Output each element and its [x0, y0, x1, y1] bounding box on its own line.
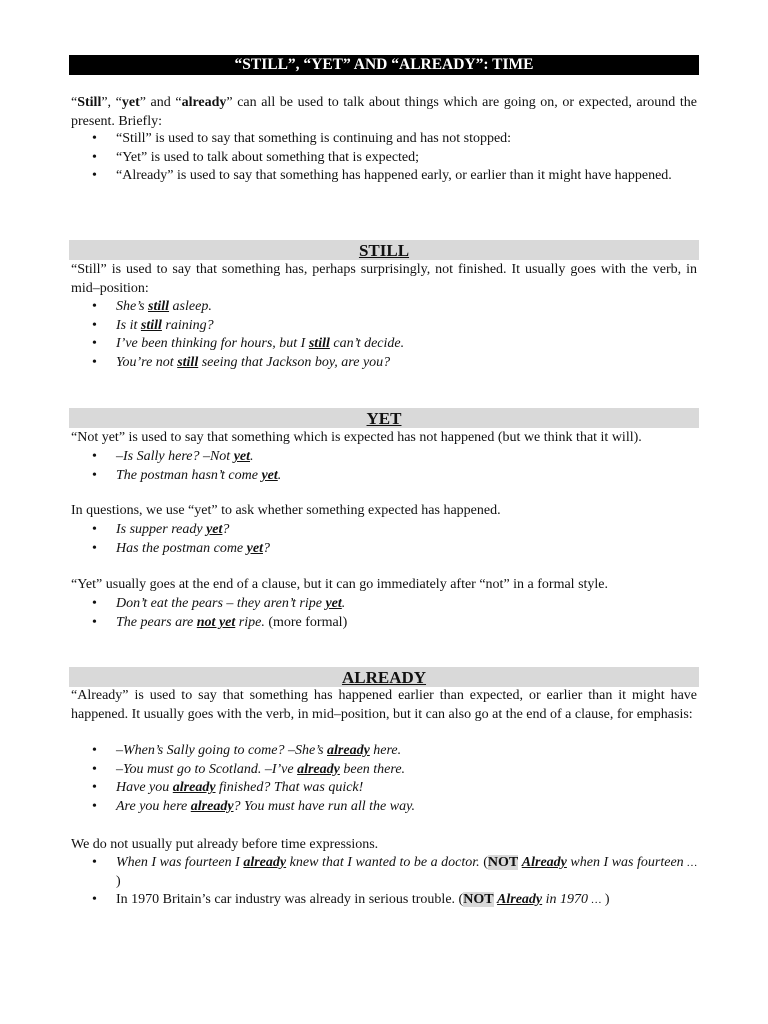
yet-description-3: “Yet” usually goes at the end of a clause, but it can go immediately after “not” in a formal style. — [71, 577, 609, 592]
section-heading-still: STILL — [69, 240, 699, 260]
yet-examples-2 — [71, 521, 697, 558]
yet-description-2: In questions, we use “yet” to ask whether something expected has happened. — [71, 503, 501, 518]
list-item: • In 1970 Britain’s car industry was already in serious trouble. (NOT Already in 1970 … ) — [71, 891, 697, 910]
already-examples-2 — [71, 854, 697, 910]
section-heading-already: ALREADY — [69, 667, 699, 687]
list-item: • –Is Sally here? –Not yet. — [71, 448, 697, 467]
list-item: • “Already” is used to say that something has happened early, or earlier than it might have happened. — [71, 167, 697, 186]
list-item: • She’s still asleep. — [71, 298, 697, 317]
list-item: • Have you already finished? That was quick! — [71, 779, 697, 798]
list-item: • The pears are not yet ripe. (more formal) — [71, 614, 697, 633]
already-description-2: We do not usually put already before time expressions. — [71, 837, 379, 852]
yet-examples-3 — [71, 595, 697, 632]
list-item: • Is it still raining? — [71, 317, 697, 336]
list-item: • Is supper ready yet? — [71, 521, 697, 540]
intro-paragraph: “Still”, “yet” and “already” can all be used to talk about things which are going on, or expected, around the present. Briefly: — [71, 95, 697, 129]
yet-examples-1 — [71, 448, 697, 485]
still-description: “Still” is used to say that something has, perhaps surprisingly, not finished. It usually goes with the verb, in mid–position: — [71, 262, 697, 296]
list-item: • Has the postman come yet? — [71, 540, 697, 559]
list-item: • The postman hasn’t come yet. — [71, 467, 697, 486]
already-examples-1 — [71, 742, 697, 816]
list-item: • “Still” is used to say that something is continuing and has not stopped: — [71, 130, 697, 149]
list-item: • –You must go to Scotland. –I’ve already been there. — [71, 761, 697, 780]
list-item: • Don’t eat the pears – they aren’t ripe yet. — [71, 595, 697, 614]
list-item: • “Yet” is used to talk about something that is expected; — [71, 149, 697, 168]
yet-description-1: “Not yet” is used to say that something which is expected has not happened (but we think that it will). — [71, 430, 642, 445]
already-description-1: “Already” is used to say that something has happened earlier than expected, or earlier than it might have happened. It usually goes with the verb, in mid–position, but it can also go at the end of a clause, for emphasis: — [71, 688, 697, 722]
section-heading-yet: YET — [69, 408, 699, 428]
list-item: • Are you here already? You must have run all the way. — [71, 798, 697, 817]
still-examples — [71, 298, 697, 372]
page-title: “STILL”, “YET” AND “ALREADY”: TIME — [69, 55, 699, 75]
list-item: • When I was fourteen I already knew that I wanted to be a doctor. (NOT Already when I was fourteen … ) — [71, 854, 697, 891]
list-item: • I’ve been thinking for hours, but I still can’t decide. — [71, 335, 697, 354]
list-item: • You’re not still seeing that Jackson boy, are you? — [71, 354, 697, 373]
list-item: • –When’s Sally going to come? –She’s already here. — [71, 742, 697, 761]
intro-list — [71, 130, 697, 186]
